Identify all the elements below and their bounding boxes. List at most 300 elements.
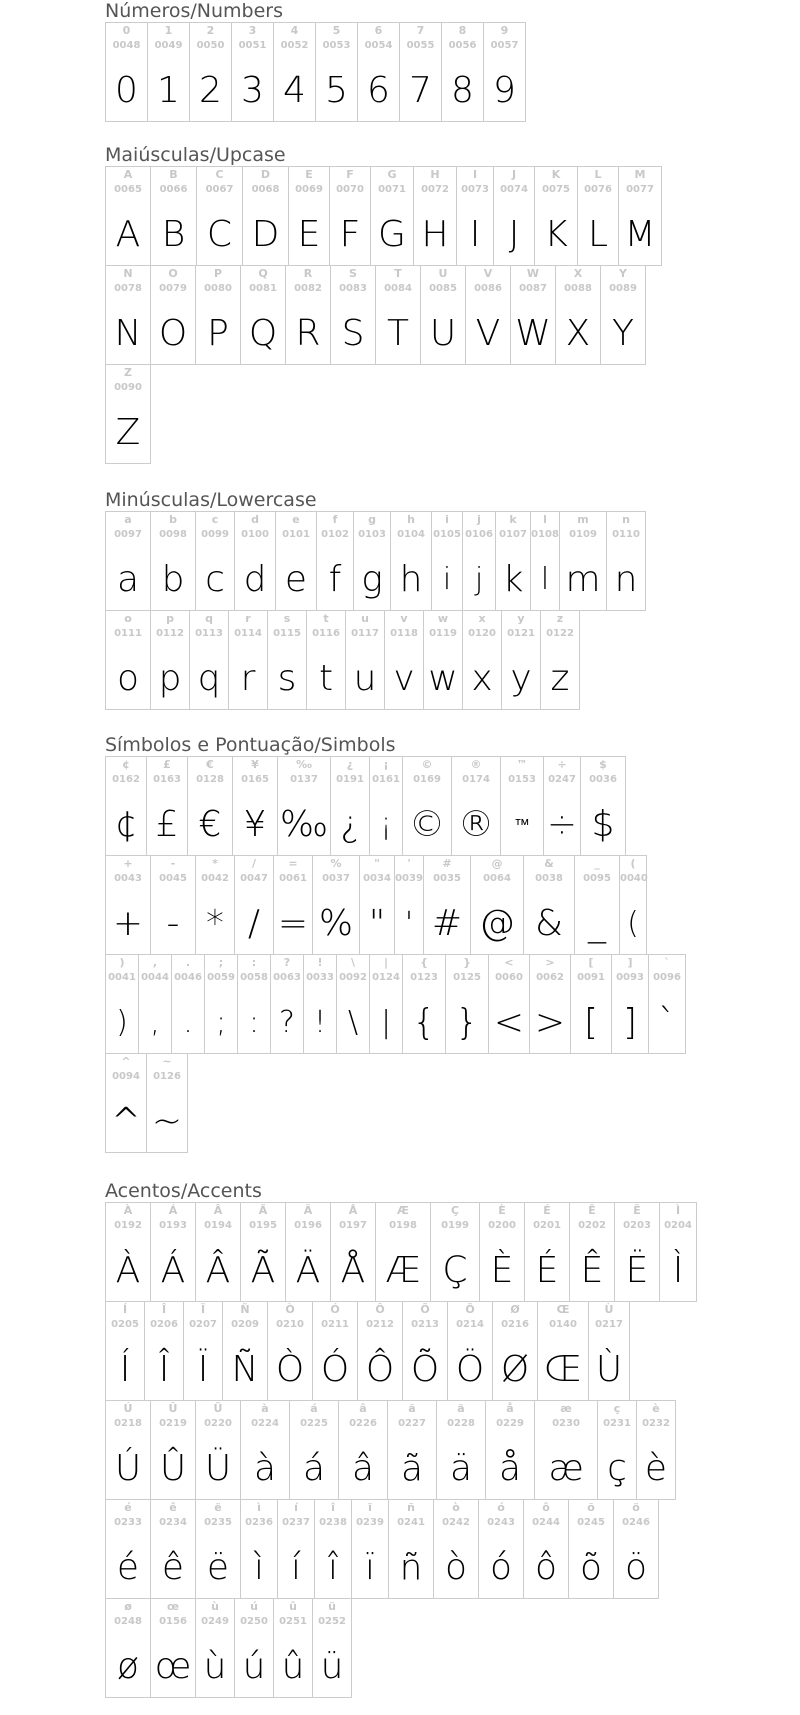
char-label: Ö	[465, 1303, 475, 1316]
char-label: c	[211, 513, 219, 526]
accents-section	[105, 1180, 697, 1698]
char-label: À	[123, 1204, 133, 1217]
glyph-cell	[314, 1499, 352, 1599]
char-code: 0074	[500, 184, 528, 195]
glyph-cell	[187, 756, 233, 856]
glyph-sample: Û	[159, 1448, 187, 1489]
char-code: 0248	[114, 1616, 142, 1627]
glyph-sample: b	[161, 559, 185, 600]
glyph-sample: À	[115, 1250, 141, 1291]
glyph-cell	[501, 610, 541, 710]
glyph-cell	[534, 1400, 598, 1500]
glyph-cell	[336, 954, 370, 1054]
glyph-sample: K	[544, 214, 568, 255]
char-label: Ü	[213, 1402, 223, 1415]
glyph-sample: ¢	[114, 804, 138, 845]
char-code: 0041	[108, 972, 136, 983]
glyph-cell	[105, 1598, 151, 1698]
glyph-sample: Á	[160, 1250, 186, 1291]
glyph-cell	[510, 265, 556, 365]
glyph-sample: X	[565, 313, 591, 354]
glyph-sample: q	[197, 658, 221, 699]
glyph-sample: ;	[215, 1005, 227, 1040]
char-code: 0083	[339, 283, 367, 294]
glyph-cell	[485, 1400, 535, 1500]
glyph-sample: l	[540, 562, 550, 597]
char-label: í	[294, 1501, 298, 1514]
upcase-section	[105, 144, 662, 464]
char-code: 0125	[453, 972, 481, 983]
glyph-row	[105, 756, 686, 856]
glyph-cell	[144, 1301, 184, 1401]
glyph-cell	[150, 1499, 196, 1599]
glyph-cell	[195, 1400, 241, 1500]
char-label: f	[332, 513, 338, 526]
char-label: Æ	[397, 1204, 409, 1217]
char-code: 0062	[536, 972, 564, 983]
glyph-cell	[423, 855, 471, 955]
char-code: 0075	[542, 184, 570, 195]
glyph-sample: Å	[340, 1250, 366, 1291]
char-label: ó	[497, 1501, 505, 1514]
char-code: 0200	[488, 1220, 516, 1231]
glyph-cell	[277, 756, 331, 856]
char-label: Â	[213, 1204, 223, 1217]
char-code: 0210	[276, 1319, 304, 1330]
glyph-sample: Í	[119, 1349, 131, 1390]
char-label: 8	[458, 24, 467, 37]
char-label: Ï	[200, 1303, 206, 1316]
char-label: q	[205, 612, 213, 625]
char-label: )	[119, 956, 125, 969]
char-code: 0044	[141, 972, 169, 983]
glyph-sample: P	[207, 313, 229, 354]
glyph-cell	[388, 1499, 434, 1599]
glyph-cell	[147, 22, 190, 122]
char-code: 0063	[273, 972, 301, 983]
char-label: Ñ	[240, 1303, 250, 1316]
glyph-row	[105, 1053, 686, 1153]
char-label: I	[472, 168, 478, 181]
glyph-row	[105, 855, 686, 955]
glyph-cell	[195, 1202, 241, 1302]
char-code: 0162	[112, 774, 140, 785]
char-label: @	[491, 857, 503, 870]
char-label: o	[124, 612, 132, 625]
glyph-row	[105, 1499, 697, 1599]
char-code: 0218	[114, 1418, 142, 1429]
glyph-cell	[150, 265, 196, 365]
char-code: 0217	[595, 1319, 623, 1330]
char-code: 0140	[549, 1319, 577, 1330]
char-label: U	[438, 267, 448, 280]
char-label: Ë	[633, 1204, 641, 1217]
char-code: 0120	[468, 628, 496, 639]
glyph-sample: O	[158, 313, 188, 354]
char-code: 0058	[240, 972, 268, 983]
glyph-sample: ™	[514, 815, 530, 834]
char-code: 0249	[201, 1616, 229, 1627]
char-code: 0061	[279, 873, 307, 884]
glyph-cell	[524, 1202, 570, 1302]
glyph-sample: ¡	[379, 807, 393, 842]
glyph-sample: Ù	[595, 1349, 623, 1390]
glyph-sample: Ì	[672, 1250, 684, 1291]
char-label: b	[169, 513, 177, 526]
char-code: 0055	[406, 40, 435, 51]
char-code: 0233	[114, 1517, 142, 1528]
glyph-sample: è	[644, 1448, 668, 1489]
char-label: /	[251, 857, 257, 870]
char-label: t	[323, 612, 329, 625]
char-code: 0193	[159, 1220, 187, 1231]
glyph-cell	[492, 1301, 538, 1401]
char-label: V	[483, 267, 493, 280]
glyph-sample: w	[428, 658, 458, 699]
glyph-cell	[105, 22, 148, 122]
glyph-cell	[303, 954, 337, 1054]
char-code: 0161	[372, 774, 400, 785]
char-label: œ	[166, 1600, 180, 1613]
char-code: 0213	[411, 1319, 439, 1330]
glyph-sample: £	[155, 804, 179, 845]
glyph-sample: L	[587, 214, 609, 255]
char-label: Œ	[556, 1303, 570, 1316]
glyph-sample: z	[550, 658, 570, 699]
glyph-sample: y	[510, 658, 532, 699]
char-label: T	[394, 267, 402, 280]
char-label: 9	[500, 24, 509, 37]
glyph-cell	[375, 1202, 431, 1302]
char-code: 0090	[114, 382, 142, 393]
char-code: 0096	[653, 972, 681, 983]
char-label: ö	[632, 1501, 640, 1514]
glyph-cell	[204, 954, 238, 1054]
char-label: x	[478, 612, 486, 625]
glyph-cell	[105, 1499, 151, 1599]
char-code: 0043	[114, 873, 142, 884]
char-label: €	[206, 758, 214, 771]
glyph-cell	[267, 610, 307, 710]
glyph-sample: å	[498, 1448, 522, 1489]
glyph-sample: Q	[248, 313, 278, 354]
char-label: Õ	[420, 1303, 430, 1316]
section-title: Números/Numbers	[105, 0, 283, 22]
glyph-row	[105, 610, 646, 710]
glyph-sample: [	[583, 1002, 599, 1043]
char-label: Ô	[375, 1303, 385, 1316]
glyph-sample: U	[429, 313, 457, 354]
char-code: 0042	[201, 873, 229, 884]
glyph-sample: Ä	[295, 1250, 321, 1291]
glyph-sample: ã	[400, 1448, 424, 1489]
glyph-sample: h	[399, 559, 423, 600]
glyph-cell	[577, 166, 619, 266]
glyph-cell	[285, 1202, 331, 1302]
char-code: 0194	[204, 1220, 232, 1231]
glyph-cell	[240, 1499, 278, 1599]
glyph-sample: f	[328, 559, 342, 600]
glyph-cell	[150, 855, 196, 955]
glyph-sample: I	[469, 214, 481, 255]
char-label: >	[545, 956, 555, 969]
section-title: Minúsculas/Lowercase	[105, 489, 317, 511]
glyph-cell	[479, 1202, 525, 1302]
char-code: 0106	[465, 529, 493, 540]
glyph-cell	[390, 511, 432, 611]
glyph-sample: n	[614, 559, 638, 600]
char-label: A	[123, 168, 133, 181]
glyph-cell	[267, 1301, 313, 1401]
char-label: ®	[470, 758, 482, 771]
char-label: ?	[283, 956, 291, 969]
char-code: 0068	[251, 184, 280, 195]
char-code: 0077	[626, 184, 654, 195]
char-label: H	[430, 168, 440, 181]
char-label: X	[573, 267, 583, 280]
glyph-cell	[500, 756, 544, 856]
glyph-cell	[330, 756, 370, 856]
glyph-sample: R	[295, 313, 321, 354]
glyph-cell	[273, 1598, 313, 1698]
char-code: 0115	[273, 628, 301, 639]
glyph-cell	[277, 1499, 315, 1599]
glyph-sample: 3	[241, 70, 264, 111]
glyph-sample: v	[393, 658, 415, 699]
glyph-sample: á	[302, 1448, 326, 1489]
char-code: 0231	[603, 1418, 631, 1429]
glyph-sample: E	[297, 214, 321, 255]
glyph-sample: a	[116, 559, 140, 600]
char-label: ñ	[407, 1501, 415, 1514]
glyph-cell	[523, 1499, 569, 1599]
char-label: ï	[368, 1501, 372, 1514]
char-label: Ú	[123, 1402, 133, 1415]
glyph-cell	[611, 954, 649, 1054]
char-label: h	[407, 513, 415, 526]
char-code: 0035	[433, 873, 461, 884]
char-label: N	[123, 267, 133, 280]
glyph-sample: È	[490, 1250, 514, 1291]
char-label: R	[303, 267, 313, 280]
char-label: i	[445, 513, 449, 526]
char-label: Ç	[450, 1204, 460, 1217]
char-label: '	[407, 857, 411, 870]
glyph-sample: $	[591, 804, 615, 845]
glyph-sample: V	[475, 313, 501, 354]
char-code: 0205	[111, 1319, 139, 1330]
char-label: u	[361, 612, 369, 625]
glyph-cell	[195, 1598, 235, 1698]
glyph-cell	[150, 1202, 196, 1302]
glyph-cell	[559, 511, 607, 611]
char-label: w	[437, 612, 449, 625]
glyph-sample: î	[327, 1547, 338, 1588]
char-code: 0220	[204, 1418, 232, 1429]
glyph-sample: F	[339, 214, 361, 255]
char-code: 0037	[322, 873, 350, 884]
char-label: C	[215, 168, 224, 181]
glyph-sample: @	[479, 903, 515, 944]
glyph-sample: e	[284, 559, 308, 600]
glyph-sample: Ø	[500, 1349, 530, 1390]
glyph-row	[105, 511, 646, 611]
glyph-sample: Ó	[320, 1349, 350, 1390]
char-label: £	[163, 758, 171, 771]
char-label: È	[498, 1204, 506, 1217]
glyph-sample: t	[318, 658, 334, 699]
glyph-sample: 8	[451, 70, 474, 111]
char-code: 0204	[664, 1220, 692, 1231]
char-code: 0065	[114, 184, 142, 195]
glyph-cell	[146, 1053, 188, 1153]
char-label: Á	[168, 1204, 178, 1217]
glyph-sample: Î	[158, 1349, 170, 1390]
glyph-sample: Ç	[442, 1250, 468, 1291]
glyph-sample: ü	[320, 1646, 344, 1687]
glyph-sample: 1	[157, 70, 180, 111]
char-label: !	[317, 956, 323, 969]
char-code: 0247	[548, 774, 576, 785]
numbers-section	[105, 0, 526, 122]
char-label: P	[213, 267, 223, 280]
char-code: 0242	[442, 1517, 470, 1528]
char-code: 0192	[114, 1220, 142, 1231]
glyph-cell	[430, 1202, 480, 1302]
glyph-cell	[195, 265, 241, 365]
glyph-sample: ÷	[546, 804, 578, 845]
glyph-cell	[431, 511, 463, 611]
glyph-cell	[478, 1499, 524, 1599]
char-label: á	[310, 1402, 318, 1415]
glyph-sample: æ	[548, 1448, 584, 1489]
char-code: 0112	[156, 628, 184, 639]
char-code: 0244	[532, 1517, 560, 1528]
char-code: 0153	[508, 774, 536, 785]
char-code: 0219	[159, 1418, 187, 1429]
char-label: Å	[348, 1204, 358, 1217]
char-label: [	[588, 956, 594, 969]
glyph-cell	[369, 756, 403, 856]
glyph-cell	[569, 1202, 615, 1302]
glyph-row	[105, 1301, 697, 1401]
glyph-sample: ô	[534, 1547, 558, 1588]
char-label: ã	[408, 1402, 416, 1415]
glyph-sample: 0	[115, 70, 138, 111]
glyph-row	[105, 1202, 697, 1302]
char-code: 0109	[569, 529, 597, 540]
glyph-sample: Œ	[543, 1349, 583, 1390]
glyph-cell	[316, 511, 354, 611]
glyph-sample: ï	[364, 1547, 375, 1588]
char-label: ;	[218, 956, 224, 969]
glyph-cell	[273, 22, 316, 122]
glyph-cell	[150, 1598, 196, 1698]
char-label: _	[594, 857, 600, 870]
char-code: 0036	[589, 774, 617, 785]
glyph-sample: u	[353, 658, 377, 699]
glyph-sample: 9	[493, 70, 516, 111]
glyph-cell	[195, 511, 235, 611]
glyph-sample: >	[534, 1002, 566, 1043]
glyph-cell	[240, 1400, 290, 1500]
char-label: "	[374, 857, 380, 870]
glyph-cell	[240, 265, 286, 365]
glyph-sample: é	[116, 1547, 140, 1588]
glyph-sample: '	[404, 906, 414, 941]
char-label: M	[634, 168, 646, 181]
char-code: 0117	[351, 628, 379, 639]
char-label: Q	[258, 267, 268, 280]
char-code: 0237	[282, 1517, 310, 1528]
glyph-cell	[195, 1499, 241, 1599]
char-code: 0116	[312, 628, 340, 639]
char-code: 0113	[195, 628, 223, 639]
glyph-sample: -	[166, 903, 180, 944]
char-label: Ò	[285, 1303, 295, 1316]
char-label: Ó	[330, 1303, 340, 1316]
char-code: 0093	[616, 972, 644, 983]
glyph-sample: ì	[253, 1547, 264, 1588]
glyph-cell	[614, 1202, 660, 1302]
glyph-sample: o	[116, 658, 140, 699]
char-code: 0163	[153, 774, 181, 785]
glyph-sample: ?	[279, 1005, 295, 1040]
char-label: p	[166, 612, 174, 625]
char-code: 0085	[429, 283, 457, 294]
char-label: ¥	[251, 758, 259, 771]
char-label: ÷	[557, 758, 567, 771]
char-code: 0227	[398, 1418, 426, 1429]
glyph-cell	[357, 1301, 403, 1401]
char-label: +	[123, 857, 133, 870]
char-code: 0169	[413, 774, 441, 785]
char-label: ù	[211, 1600, 219, 1613]
glyph-cell	[445, 954, 489, 1054]
glyph-cell	[648, 954, 686, 1054]
glyph-cell	[330, 265, 376, 365]
glyph-cell	[138, 954, 172, 1054]
glyph-sample: N	[114, 313, 142, 354]
char-label: ¿	[346, 758, 354, 771]
glyph-sample: +	[112, 903, 144, 944]
glyph-cell	[234, 1598, 274, 1698]
char-label: (	[630, 857, 636, 870]
char-code: 0079	[159, 283, 187, 294]
char-label: õ	[587, 1501, 595, 1514]
char-label: .	[185, 956, 191, 969]
glyph-cell	[105, 511, 151, 611]
glyph-cell	[105, 855, 151, 955]
char-code: 0250	[240, 1616, 268, 1627]
char-code: 0070	[336, 184, 364, 195]
char-label: ~	[162, 1055, 172, 1068]
char-label: ì	[257, 1501, 261, 1514]
char-label: é	[124, 1501, 132, 1514]
char-code: 0119	[429, 628, 457, 639]
glyph-sample: x	[471, 658, 493, 699]
glyph-row	[105, 166, 662, 266]
char-code: 0045	[159, 873, 187, 884]
glyph-cell	[447, 1301, 493, 1401]
char-code: 0067	[205, 184, 234, 195]
glyph-cell	[495, 511, 531, 611]
glyph-sample: A	[115, 214, 141, 255]
glyph-sample: /	[247, 903, 261, 944]
char-code: 0196	[294, 1220, 322, 1231]
char-label: }	[463, 956, 471, 969]
glyph-cell	[270, 954, 304, 1054]
